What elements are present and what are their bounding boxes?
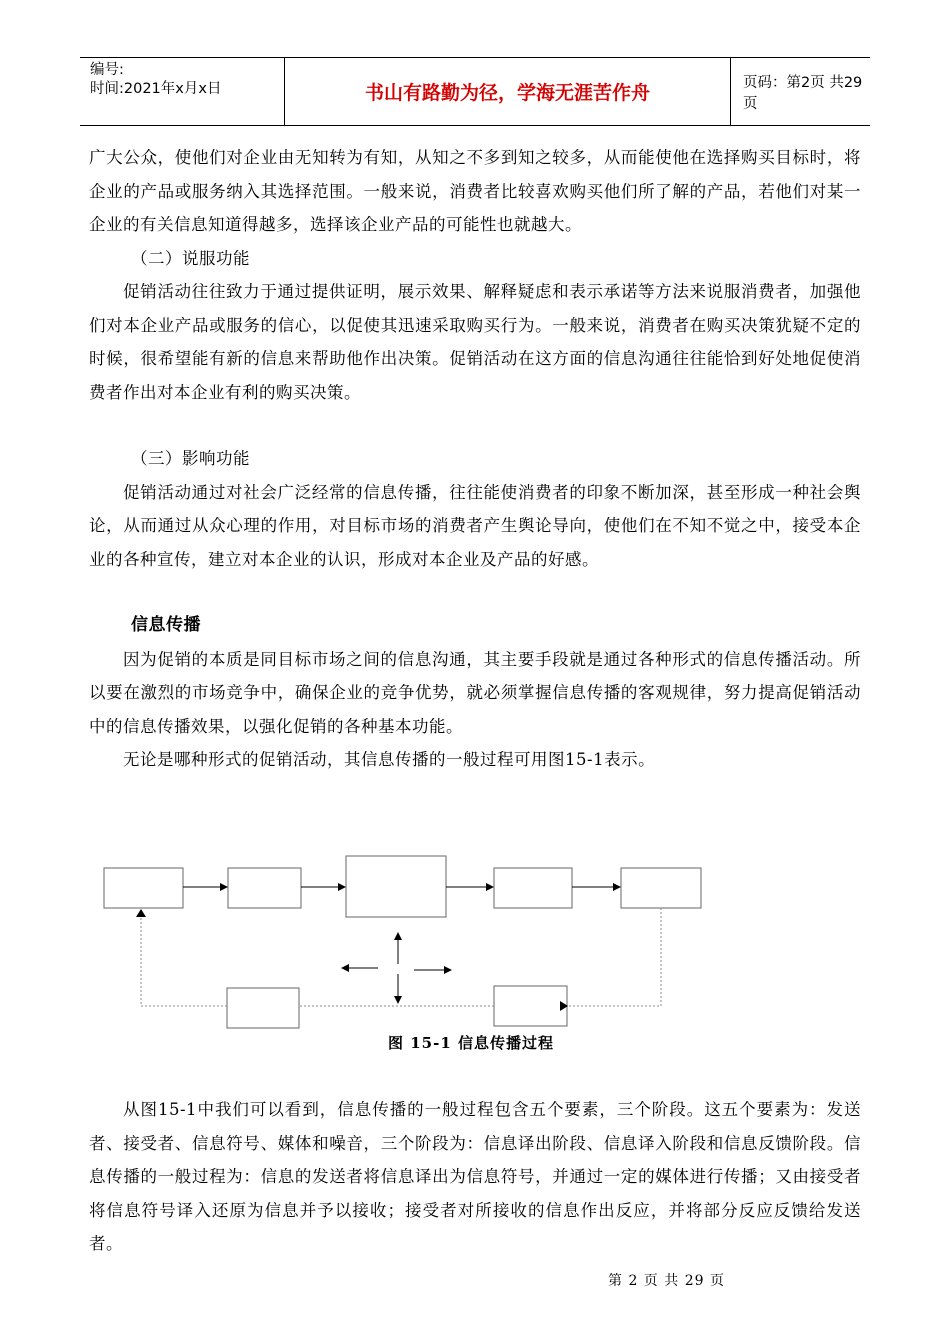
page-footer: 第 2 页 共 29 页 <box>608 1273 725 1289</box>
text-block-lower <box>89 1093 861 1261</box>
subheading-influence: （三）影响功能 <box>131 449 250 468</box>
paragraph-info-dissemination: 因为促销的本质是同目标市场之间的信息沟通，其主要手段就是通过各种形式的信息传播活动。所以要在激烈的市场竞争中，确保企业的竞争优势，就必须掌握信息传播的客观规律，努力提高促销活动中的信息传播效果，以强化促销的各种基本功能。 <box>89 649 861 736</box>
header-page-info: 页码：第2页 共29页 <box>743 74 863 112</box>
paragraph-process-summary: 从图15-1中我们可以看到，信息传播的一般过程包含五个要素，三个阶段。这五个要素为：发送者、接受者、信息符号、媒体和噪音，三个阶段为：信息译出阶段、信息译入阶段和信息反馈阶段。信息传播的一般过程为：信息的发送者将信息译出为信息符号，并通过一定的媒体进行传播；又由接受者将信息符号译入还原为信息并予以接收；接受者对所接收的信息作出反应，并将部分反应反馈给发送者。 <box>89 1100 861 1253</box>
diagram-box-response <box>494 986 567 1026</box>
info-dissemination-diagram <box>0 840 950 1040</box>
diagram-box-encoding <box>228 868 301 908</box>
doc-time-label: 时间:2021年x月x日 <box>90 81 222 97</box>
text-block-upper <box>89 141 861 777</box>
diagram-box-feedback <box>227 988 299 1028</box>
feedback-path-receiver-to-response <box>568 908 661 1006</box>
header-meta <box>90 61 221 99</box>
doc-code-label: 编号: <box>90 62 124 78</box>
diagram-box-decoding <box>494 868 572 908</box>
diagram-box-sender <box>104 868 183 908</box>
paragraph-continuation: 广大公众，使他们对企业由无知转为有知，从知之不多到知之较多，从而能使他在选择购买目标时，将企业的产品或服务纳入其选择范围。一般来说，消费者比较喜欢购买他们所了解的产品，若他们对某一企业的有关信息知道得越多，选择该企业产品的可能性也就越大。 <box>89 148 861 234</box>
feedback-arrowhead-sender <box>136 909 146 917</box>
feedback-path-feedback-to-sender <box>141 909 227 1006</box>
paragraph-figure-intro: 无论是哪种形式的促销活动，其信息传播的一般过程可用图15-1表示。 <box>123 750 656 769</box>
paragraph-persuasion: 促销活动往往致力于通过提供证明，展示效果、解释疑虑和表示承诺等方法来说服消费者，加强他们对本企业产品或服务的信心，以促使其迅速采取购买行为。一般来说，消费者在购买决策犹疑不定的时候，很希望能有新的信息来帮助他作出决策。促销活动在这方面的信息沟通往往能恰到好处地促使消费者作出对本企业有利的购买决策。 <box>89 282 861 402</box>
paragraph-influence: 促销活动通过对社会广泛经常的信息传播，往往能使消费者的印象不断加深，甚至形成一种社会舆论，从而通过从众心理的作用，对目标市场的消费者产生舆论导向，使他们在不知不觉之中，接受本企业的各种宣传，建立对本企业的认识，形成对本企业及产品的好感。 <box>89 482 861 569</box>
section-heading-info-dissemination: 信息传播 <box>131 615 201 635</box>
page-header <box>80 57 870 126</box>
subheading-persuasion: （二）说服功能 <box>131 248 250 268</box>
diagram-box-media <box>346 856 446 917</box>
header-motto: 书山有路勤为径，学海无涯苦作舟 <box>364 82 650 104</box>
diagram-box-receiver <box>621 868 701 908</box>
figure-caption: 图 15-1 信息传播过程 <box>388 1034 554 1052</box>
